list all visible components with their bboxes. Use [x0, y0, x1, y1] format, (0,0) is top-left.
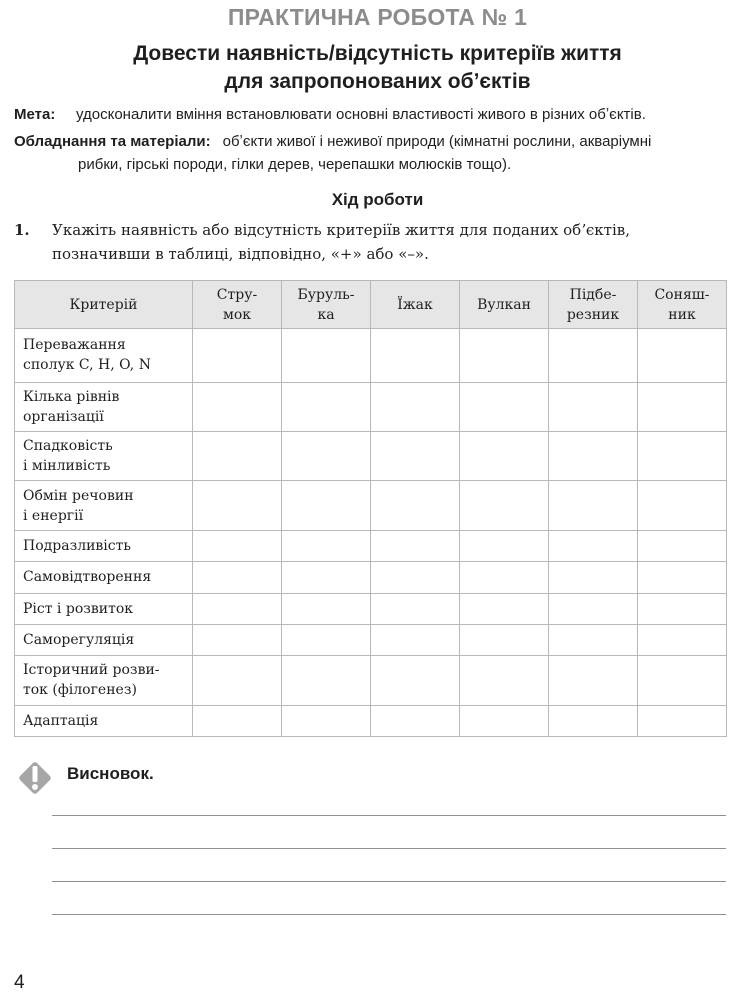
writing-line: [52, 815, 726, 816]
answer-cell[interactable]: [282, 705, 371, 736]
criterion-cell: [15, 329, 193, 383]
criterion-text-line: Подразливість: [23, 538, 131, 555]
answer-cell[interactable]: [460, 562, 549, 593]
answer-cell[interactable]: [638, 382, 727, 431]
criterion-cell: [15, 432, 193, 481]
table-row: [15, 530, 727, 561]
table-row: [15, 382, 727, 431]
answer-cell[interactable]: [638, 530, 727, 561]
task-text-line: Укажіть наявність або відсутність критеріїв життя для поданих обʼєктів,: [52, 221, 630, 239]
answer-cell[interactable]: [371, 562, 460, 593]
table-row: [15, 624, 727, 655]
answer-cell[interactable]: [282, 593, 371, 624]
criterion-text-line: Переважання: [23, 337, 126, 354]
topic-line: Довести наявність/відсутність критеріїв життя: [133, 42, 622, 65]
answer-cell[interactable]: [282, 624, 371, 655]
answer-cell[interactable]: [549, 705, 638, 736]
criterion-cell: [15, 530, 193, 561]
task-text-line: позначивши в таблиці, відповідно, «+» або «–».: [52, 245, 429, 263]
criterion-text-line: Адаптація: [23, 712, 99, 729]
column-header-line: мок: [222, 306, 252, 323]
task-1: [14, 218, 731, 266]
answer-cell[interactable]: [460, 705, 549, 736]
answer-cell[interactable]: [282, 530, 371, 561]
answer-cell[interactable]: [549, 481, 638, 530]
equipment-paragraph: [14, 130, 741, 176]
answer-cell[interactable]: [549, 530, 638, 561]
object-column-header: [460, 281, 549, 329]
answer-cell[interactable]: [193, 705, 282, 736]
work-topic: [0, 40, 755, 96]
answer-cell[interactable]: [638, 562, 727, 593]
criterion-cell: [15, 593, 193, 624]
answer-cell[interactable]: [460, 382, 549, 431]
equipment-text-line: обʼєкти живої і неживої природи (кімнатні рослини, акваріумні: [222, 133, 652, 150]
answer-cell[interactable]: [371, 656, 460, 705]
answer-cell[interactable]: [371, 530, 460, 561]
answer-cell[interactable]: [193, 481, 282, 530]
answer-cell[interactable]: [549, 329, 638, 383]
answer-cell[interactable]: [460, 656, 549, 705]
procedure-heading: Хід роботи: [331, 190, 424, 209]
answer-cell[interactable]: [638, 593, 727, 624]
answer-cell[interactable]: [193, 382, 282, 431]
answer-cell[interactable]: [193, 656, 282, 705]
criterion-text-line: Історичний розви-: [23, 662, 160, 679]
criterion-cell: [15, 481, 193, 530]
criterion-header: Критерій: [15, 281, 193, 329]
answer-cell[interactable]: [371, 481, 460, 530]
column-header-line: Буруль-: [297, 286, 355, 303]
criterion-text-line: Самовідтворення: [23, 569, 152, 586]
criterion-text-line: і енергії: [23, 507, 84, 524]
answer-cell[interactable]: [460, 624, 549, 655]
criteria-table: [14, 280, 727, 737]
answer-cell[interactable]: [282, 329, 371, 383]
criterion-text-line: Саморегуляція: [23, 632, 135, 648]
answer-cell[interactable]: [549, 656, 638, 705]
answer-cell[interactable]: [549, 562, 638, 593]
column-header-line: ник: [668, 306, 696, 323]
equipment-text-line: рибки, гірські породи, гілки дерев, черепашки молюсків тощо).: [78, 156, 512, 173]
answer-cell[interactable]: [638, 705, 727, 736]
answer-cell[interactable]: [460, 593, 549, 624]
answer-cell[interactable]: [549, 624, 638, 655]
table-row: [15, 593, 727, 624]
answer-cell[interactable]: [193, 530, 282, 561]
equipment-label: Обладнання та матеріали:: [14, 133, 211, 150]
answer-cell[interactable]: [282, 382, 371, 431]
criterion-text-line: Ріст і розвиток: [23, 600, 134, 617]
conclusion-label: Висновок.: [67, 764, 154, 783]
answer-cell[interactable]: [638, 329, 727, 383]
writing-line: [52, 881, 726, 882]
answer-cell[interactable]: [193, 593, 282, 624]
criterion-text-line: Обмін речовин: [23, 487, 134, 504]
criterion-text-line: ток (філогенез): [23, 682, 137, 699]
topic-line: для запропонованих обʼєктів: [224, 70, 531, 93]
answer-cell[interactable]: [282, 562, 371, 593]
table-row: [15, 705, 727, 736]
object-column-header: [193, 281, 282, 329]
criterion-cell: [15, 705, 193, 736]
answer-cell[interactable]: [638, 624, 727, 655]
task-number: 1.: [14, 221, 30, 239]
column-header-line: Їжак: [397, 296, 433, 313]
criterion-text-line: організації: [23, 408, 104, 425]
answer-cell[interactable]: [282, 432, 371, 481]
writing-line: [52, 914, 726, 915]
object-column-header: [638, 281, 727, 329]
exclamation-diamond-icon: [14, 757, 56, 799]
object-column-header: [549, 281, 638, 329]
answer-cell[interactable]: [371, 329, 460, 383]
answer-cell[interactable]: [460, 530, 549, 561]
table-row: [15, 562, 727, 593]
answer-cell[interactable]: [193, 329, 282, 383]
answer-cell[interactable]: [549, 382, 638, 431]
answer-cell[interactable]: [371, 624, 460, 655]
answer-cell[interactable]: [460, 329, 549, 383]
column-header-line: Вулкан: [477, 296, 531, 313]
table-row: [15, 329, 727, 383]
answer-cell[interactable]: [193, 624, 282, 655]
goal-paragraph: [14, 103, 741, 126]
page-number: 4: [14, 972, 25, 993]
answer-cell[interactable]: [460, 481, 549, 530]
answer-cell[interactable]: [193, 432, 282, 481]
column-header-line: резник: [566, 306, 620, 323]
answer-cell[interactable]: [638, 481, 727, 530]
criterion-text-line: Спадковість: [23, 438, 113, 455]
answer-cell[interactable]: [638, 432, 727, 481]
answer-cell[interactable]: [460, 432, 549, 481]
goal-label: Мета:: [14, 106, 56, 123]
column-header-line: Підбе-: [569, 286, 617, 303]
answer-cell[interactable]: [371, 432, 460, 481]
table-row: [15, 432, 727, 481]
object-column-header: [371, 281, 460, 329]
answer-cell[interactable]: [282, 481, 371, 530]
criterion-cell: [15, 656, 193, 705]
answer-cell[interactable]: [549, 593, 638, 624]
goal-text: удосконалити вміння встановлювати основні властивості живого в різних обʼєктів.: [76, 106, 646, 123]
table-row: [15, 656, 727, 705]
table-header-row: [15, 281, 727, 329]
criterion-cell: [15, 382, 193, 431]
writing-line: [52, 848, 726, 849]
column-header-line: ка: [317, 306, 335, 323]
answer-cell[interactable]: [371, 593, 460, 624]
answer-cell[interactable]: [549, 432, 638, 481]
answer-cell[interactable]: [371, 705, 460, 736]
criterion-text-line: сполук C, H, O, N: [23, 357, 151, 374]
answer-cell[interactable]: [193, 562, 282, 593]
answer-cell[interactable]: [282, 656, 371, 705]
work-title: ПРАКТИЧНА РОБОТА № 1: [227, 4, 528, 30]
table-row: [15, 481, 727, 530]
criterion-cell: [15, 624, 193, 655]
object-column-header: [282, 281, 371, 329]
answer-cell[interactable]: [371, 382, 460, 431]
answer-cell[interactable]: [638, 656, 727, 705]
column-header-line: Стру-: [216, 286, 258, 303]
criterion-text-line: Кілька рівнів: [23, 388, 120, 405]
column-header-line: Соняш-: [654, 286, 710, 303]
criterion-text-line: і мінливість: [23, 458, 111, 475]
criterion-cell: [15, 562, 193, 593]
